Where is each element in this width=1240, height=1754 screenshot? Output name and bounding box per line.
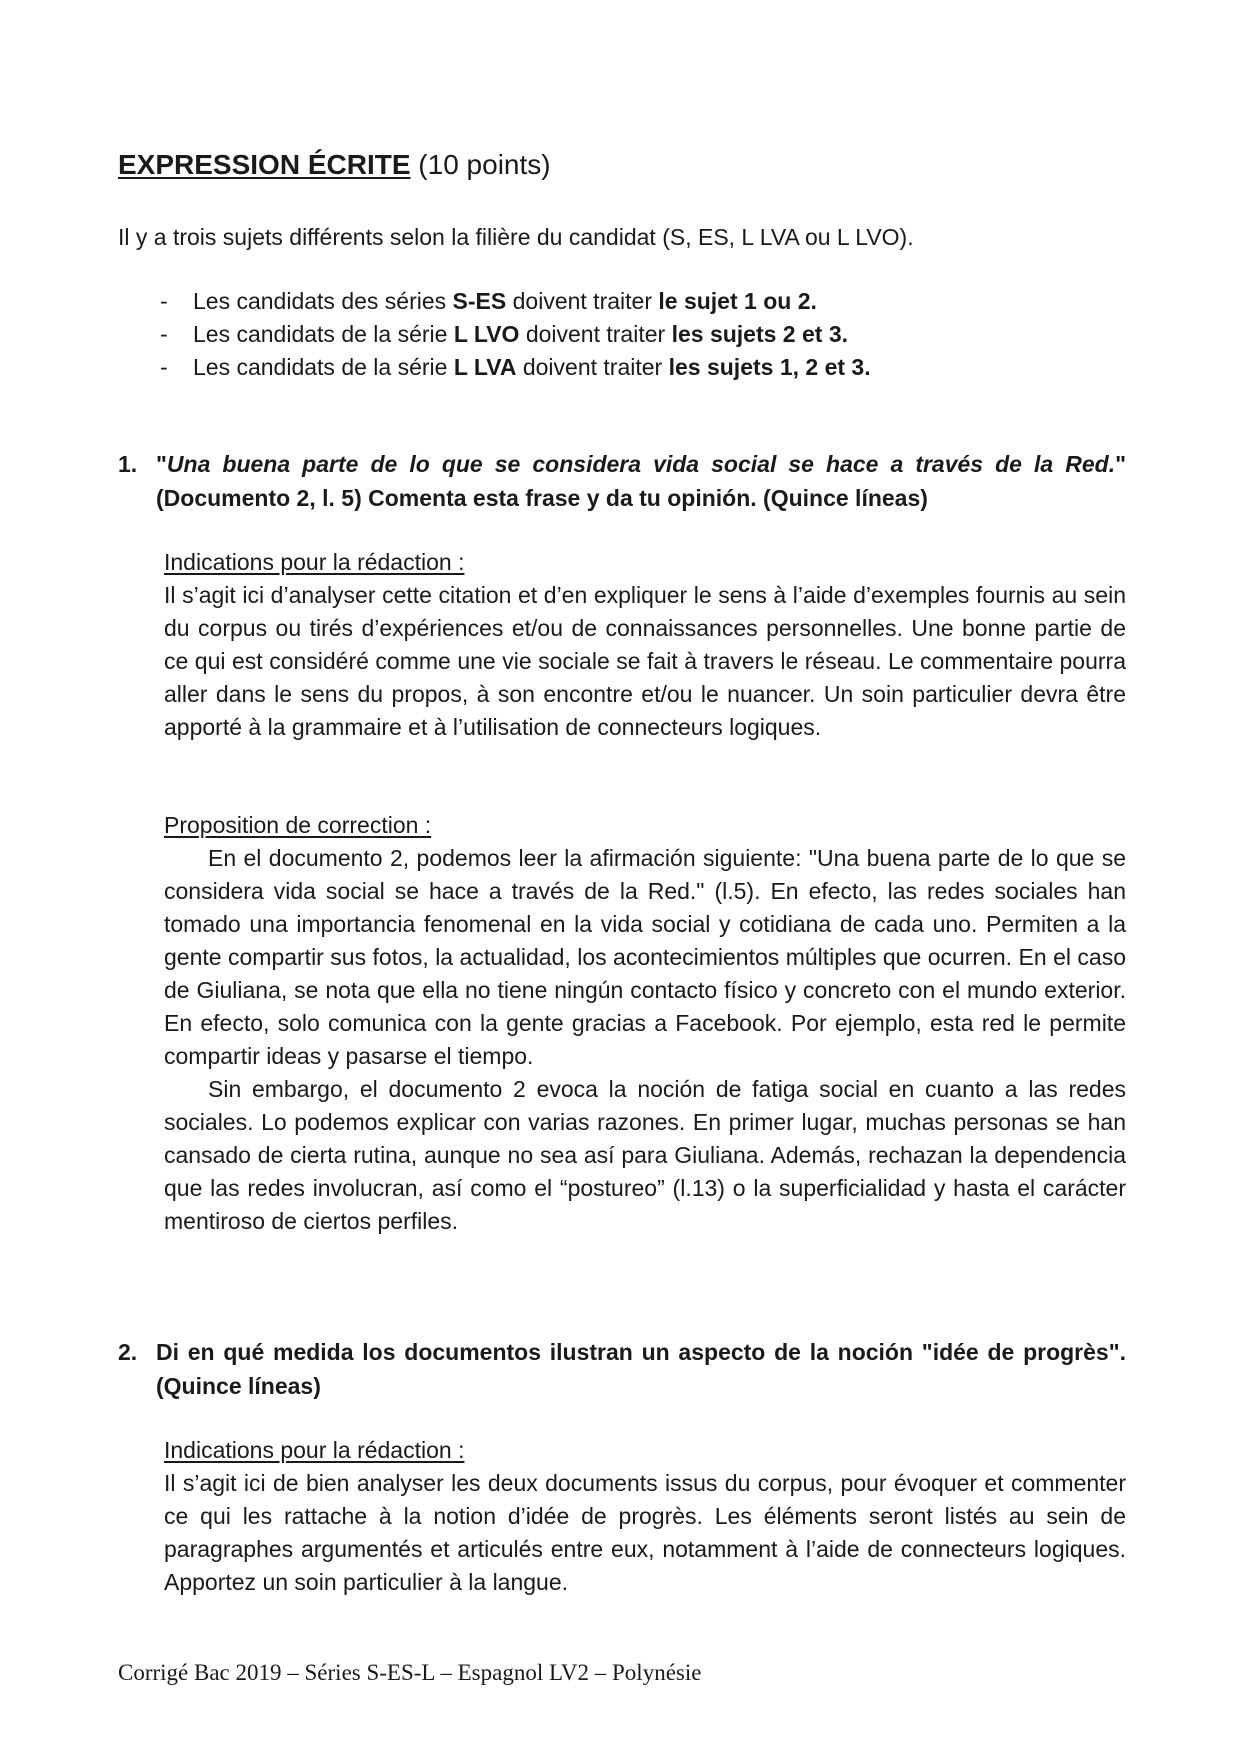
- rule-subjects: le sujet 1 ou 2.: [658, 288, 817, 314]
- indications-heading: Indications pour la rédaction :: [164, 1437, 465, 1463]
- rule-series: L LVO: [453, 321, 520, 347]
- rule-text: Les candidats des séries: [193, 288, 453, 314]
- rule-text: doivent traiter: [516, 354, 669, 380]
- question-quote: Una buena parte de lo que se considera vida social se hace a través de la Red.: [166, 451, 1116, 477]
- rule-text: doivent traiter: [506, 288, 659, 314]
- rule-dash: -: [160, 354, 168, 380]
- section-title: [118, 148, 551, 182]
- correction-paragraph: En el documento 2, podemos leer la afirmación siguiente: "Una buena parte de lo que se considera vida social se hace a través de la Red." (l.5). En efecto, las redes sociales han tomado una importancia fenomenal en la vida social y cotidiana de cada uno. Permiten a la gente compartir sus fotos, la actualidad, los acontecimientos múltiples que ocurren. En el caso de Giuliana, se nota que ella no tiene ningún contacto físico y concreto con el mundo exterior. En efecto, solo comunica con la gente gracias a Facebook. Por ejemplo, esta red le permite compartir ideas y pasarse el tiempo.: [164, 845, 1126, 1069]
- quote-mark: ": [156, 451, 167, 477]
- section-title-main: EXPRESSION ÉCRITE: [118, 149, 411, 180]
- rule-series: S-ES: [452, 288, 507, 314]
- rule-dash: -: [160, 321, 168, 347]
- correction-paragraph: Sin embargo, el documento 2 evoca la noción de fatiga social en cuanto a las redes sociales. Lo podemos explicar con varias razones. En primer lugar, muchas personas se han cansado de cierta rutina, aunque no sea así para Giuliana. Además, rechazan la dependencia que las redes involucran, así como el “postureo” (l.13) o la superficialidad y hasta el carácter mentiroso de ciertos perfiles.: [164, 1076, 1126, 1234]
- indications-text: Il s’agit ici de bien analyser les deux documents issus du corpus, pour évoquer et commenter ce qui les rattache à la notion d’idée de progrès. Les éléments seront listés au sein de paragraphes argumentés et articulés entre eux, notamment à l’aide de connecteurs logiques. Apportez un soin particulier à la langue.: [164, 1470, 1126, 1595]
- rule-item: [160, 318, 871, 351]
- question-number: 1.: [118, 451, 138, 477]
- quote-mark: ": [1115, 451, 1126, 477]
- rule-dash: -: [160, 288, 168, 314]
- q2-indications: [164, 1434, 1126, 1599]
- question-text: Di en qué medida los documentos ilustran un aspecto de la noción "idée de progrès". (Quince líneas): [156, 1339, 1126, 1399]
- q1-correction: [164, 809, 1126, 1238]
- question-1: [118, 447, 1126, 515]
- question-2: [118, 1335, 1126, 1403]
- rule-text: Les candidats de la série: [193, 354, 454, 380]
- section-title-points: (10 points): [418, 149, 551, 180]
- rule-text: Les candidats de la série: [193, 321, 454, 347]
- question-text: [118, 447, 1126, 515]
- indications-heading: Indications pour la rédaction :: [164, 549, 465, 575]
- rule-subjects: les sujets 2 et 3.: [671, 321, 849, 347]
- intro-text: Il y a trois sujets différents selon la filière du candidat (S, ES, L LVA ou L LVO).: [118, 224, 914, 250]
- question-instruction: (Documento 2, l. 5) Comenta esta frase y da tu opinión. (Quince líneas): [156, 485, 928, 511]
- q1-indications: [164, 546, 1126, 744]
- question-number: 2.: [118, 1339, 138, 1365]
- rule-series: L LVA: [453, 354, 517, 380]
- rule-text: doivent traiter: [519, 321, 672, 347]
- rule-item: [160, 285, 871, 318]
- rules-list: [160, 285, 871, 384]
- page-footer: Corrigé Bac 2019 – Séries S-ES-L – Espagnol LV2 – Polynésie: [118, 1660, 702, 1685]
- correction-heading: Proposition de correction :: [164, 812, 432, 838]
- rule-item: [160, 351, 871, 384]
- rule-subjects: les sujets 1, 2 et 3.: [668, 354, 871, 380]
- indications-text: Il s’agit ici d’analyser cette citation et d’en expliquer le sens à l’aide d’exemples fournis au sein du corpus ou tirés d’expériences et/ou de connaissances personnelles. Une bonne partie de ce qui est considéré comme une vie sociale se fait à travers le réseau. Le commentaire pourra aller dans le sens du propos, à son encontre et/ou le nuancer. Un soin particulier devra être apporté à la grammaire et à l’utilisation de connecteurs logiques.: [164, 582, 1126, 740]
